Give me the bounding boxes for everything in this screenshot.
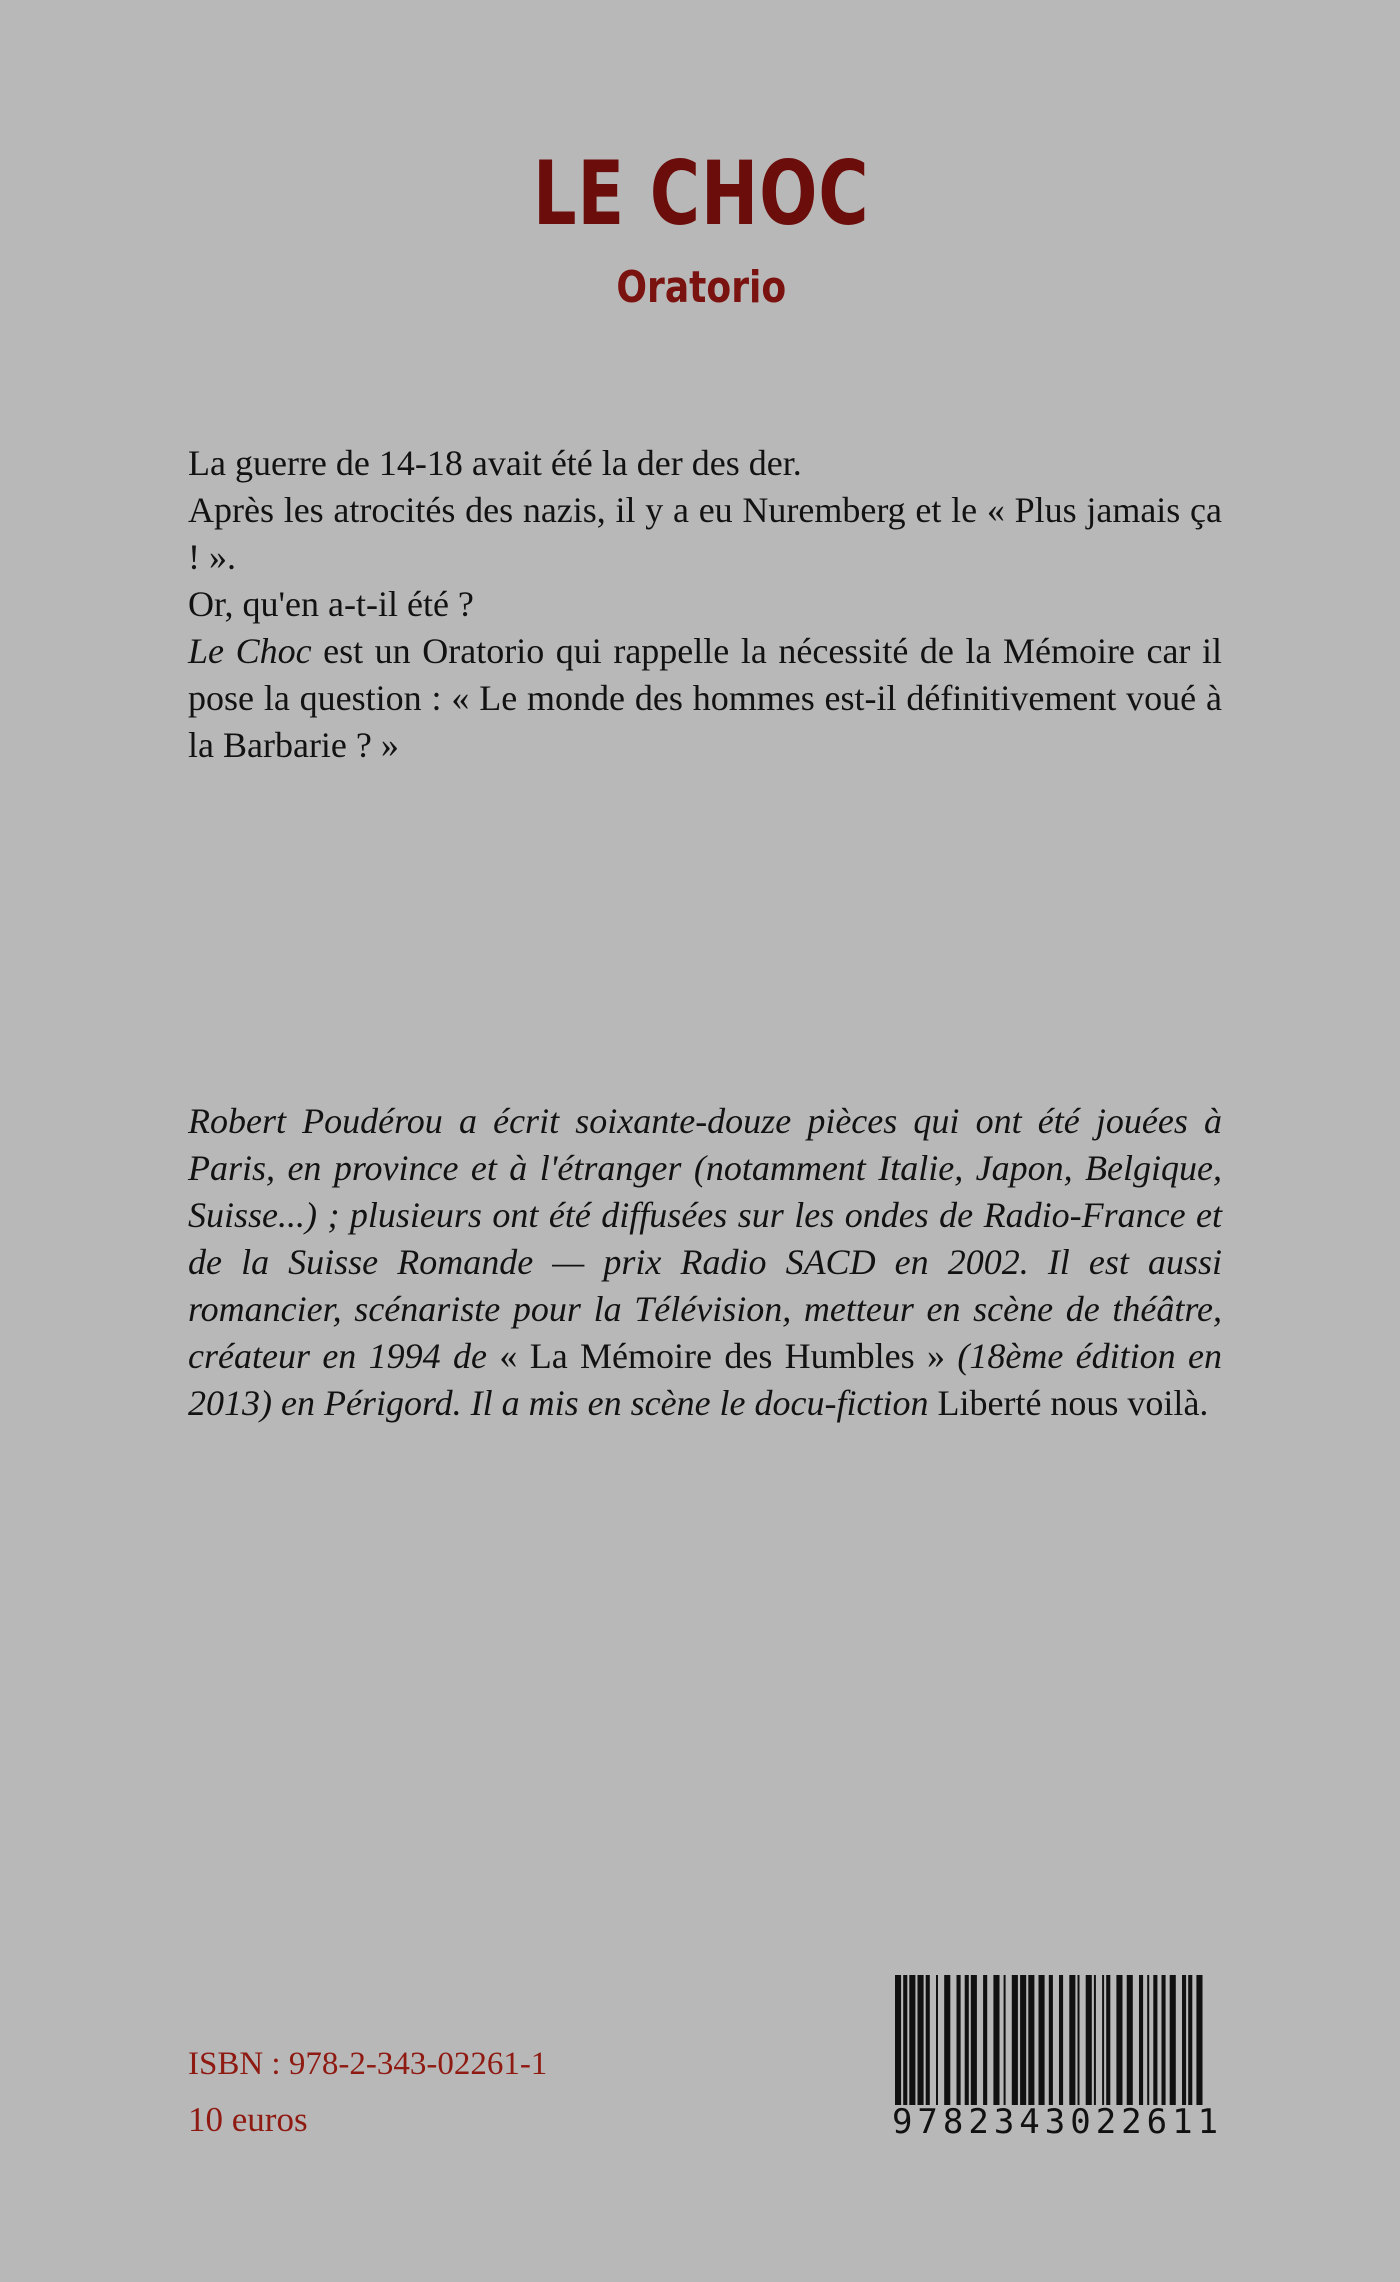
barcode-bar (1020, 1975, 1026, 2107)
barcode-bar (971, 1975, 977, 2107)
barcode-bar (1102, 1975, 1104, 2107)
barcode-bar (1127, 1975, 1133, 2107)
barcode-bar (1069, 1975, 1075, 2107)
barcode-bar (1170, 1975, 1176, 2107)
barcode-bar (1116, 1975, 1122, 2107)
price-label: 10 euros (188, 2100, 308, 2139)
barcode-bar (1162, 1975, 1166, 2107)
barcode (885, 1975, 1230, 2150)
barcode-bar (1039, 1975, 1045, 2107)
blurb-title-italic: Le Choc (188, 631, 312, 671)
bio-text: (18ème édition en 2013) en Périgord. Il a mis en scène le docu-fiction (188, 1336, 1223, 1423)
barcode-bar (993, 1975, 999, 2107)
author-bio (188, 1098, 1222, 1427)
barcode-bar (1188, 1975, 1192, 2107)
barcode-bar (926, 1975, 930, 2107)
blurb-line: La guerre de 14-18 avait été la der des der. (188, 443, 802, 483)
barcode-bar (909, 1975, 915, 2107)
barcode-digits: 9782343022611 (885, 2105, 1230, 2139)
blurb-paragraph (188, 628, 1222, 769)
barcode-bar (1004, 1975, 1006, 2107)
barcode-bar (918, 1975, 924, 2107)
bio-text: « La Mémoire des Humbles » (499, 1336, 946, 1376)
barcode-bar (1012, 1975, 1018, 2107)
barcode-bar (957, 1975, 961, 2107)
barcode-bar (1147, 1975, 1149, 2107)
blurb-line: Après les atrocités des nazis, il y a eu Nuremberg et le « Plus jamais ça ! ». (188, 490, 1222, 577)
barcode-bar (1028, 1975, 1034, 2107)
blurb-line: Or, qu'en a-t-il été ? (188, 584, 474, 624)
blurb-text: est un Oratorio qui rappelle la nécessité de la Mémoire car il pose la question : « Le monde des hommes est-il définitivement voué à la Barbarie ? » (188, 631, 1222, 765)
barcode-bar (1086, 1975, 1092, 2107)
barcode-bar (1153, 1975, 1157, 2107)
barcode-bar (1106, 1975, 1110, 2107)
book-subtitle: Oratorio (616, 262, 787, 313)
barcode-bar (965, 1975, 969, 2107)
barcode-bar (1078, 1975, 1080, 2107)
bio-text: Robert Poudérou a écrit soixante-douze pièces qui ont été jouées à Paris, en province et à l'étranger (notamment Italie, Japon, Belgique, Suisse...) ; plusieurs ont été diffusées sur les ondes de Radio-France et de la Suisse Romande — prix Radio SACD en 2002. Il est aussi romancier, scénariste pour la Télévision, metteur en scène de théâtre, créateur en 1994 de (188, 1101, 1222, 1376)
barcode-bar (983, 1975, 987, 2107)
bio-text: Liberté nous voilà. (937, 1383, 1209, 1423)
barcode-bar (944, 1975, 950, 2107)
barcode-bar (936, 1975, 938, 2107)
barcode-bar (1139, 1975, 1143, 2107)
isbn-label: ISBN : 978-2-343-02261-1 (188, 2046, 548, 2082)
book-title: LE CHOC (532, 142, 870, 245)
barcode-bar (1094, 1975, 1096, 2107)
barcode-bar (1182, 1975, 1186, 2107)
blurb-section (188, 440, 1222, 769)
